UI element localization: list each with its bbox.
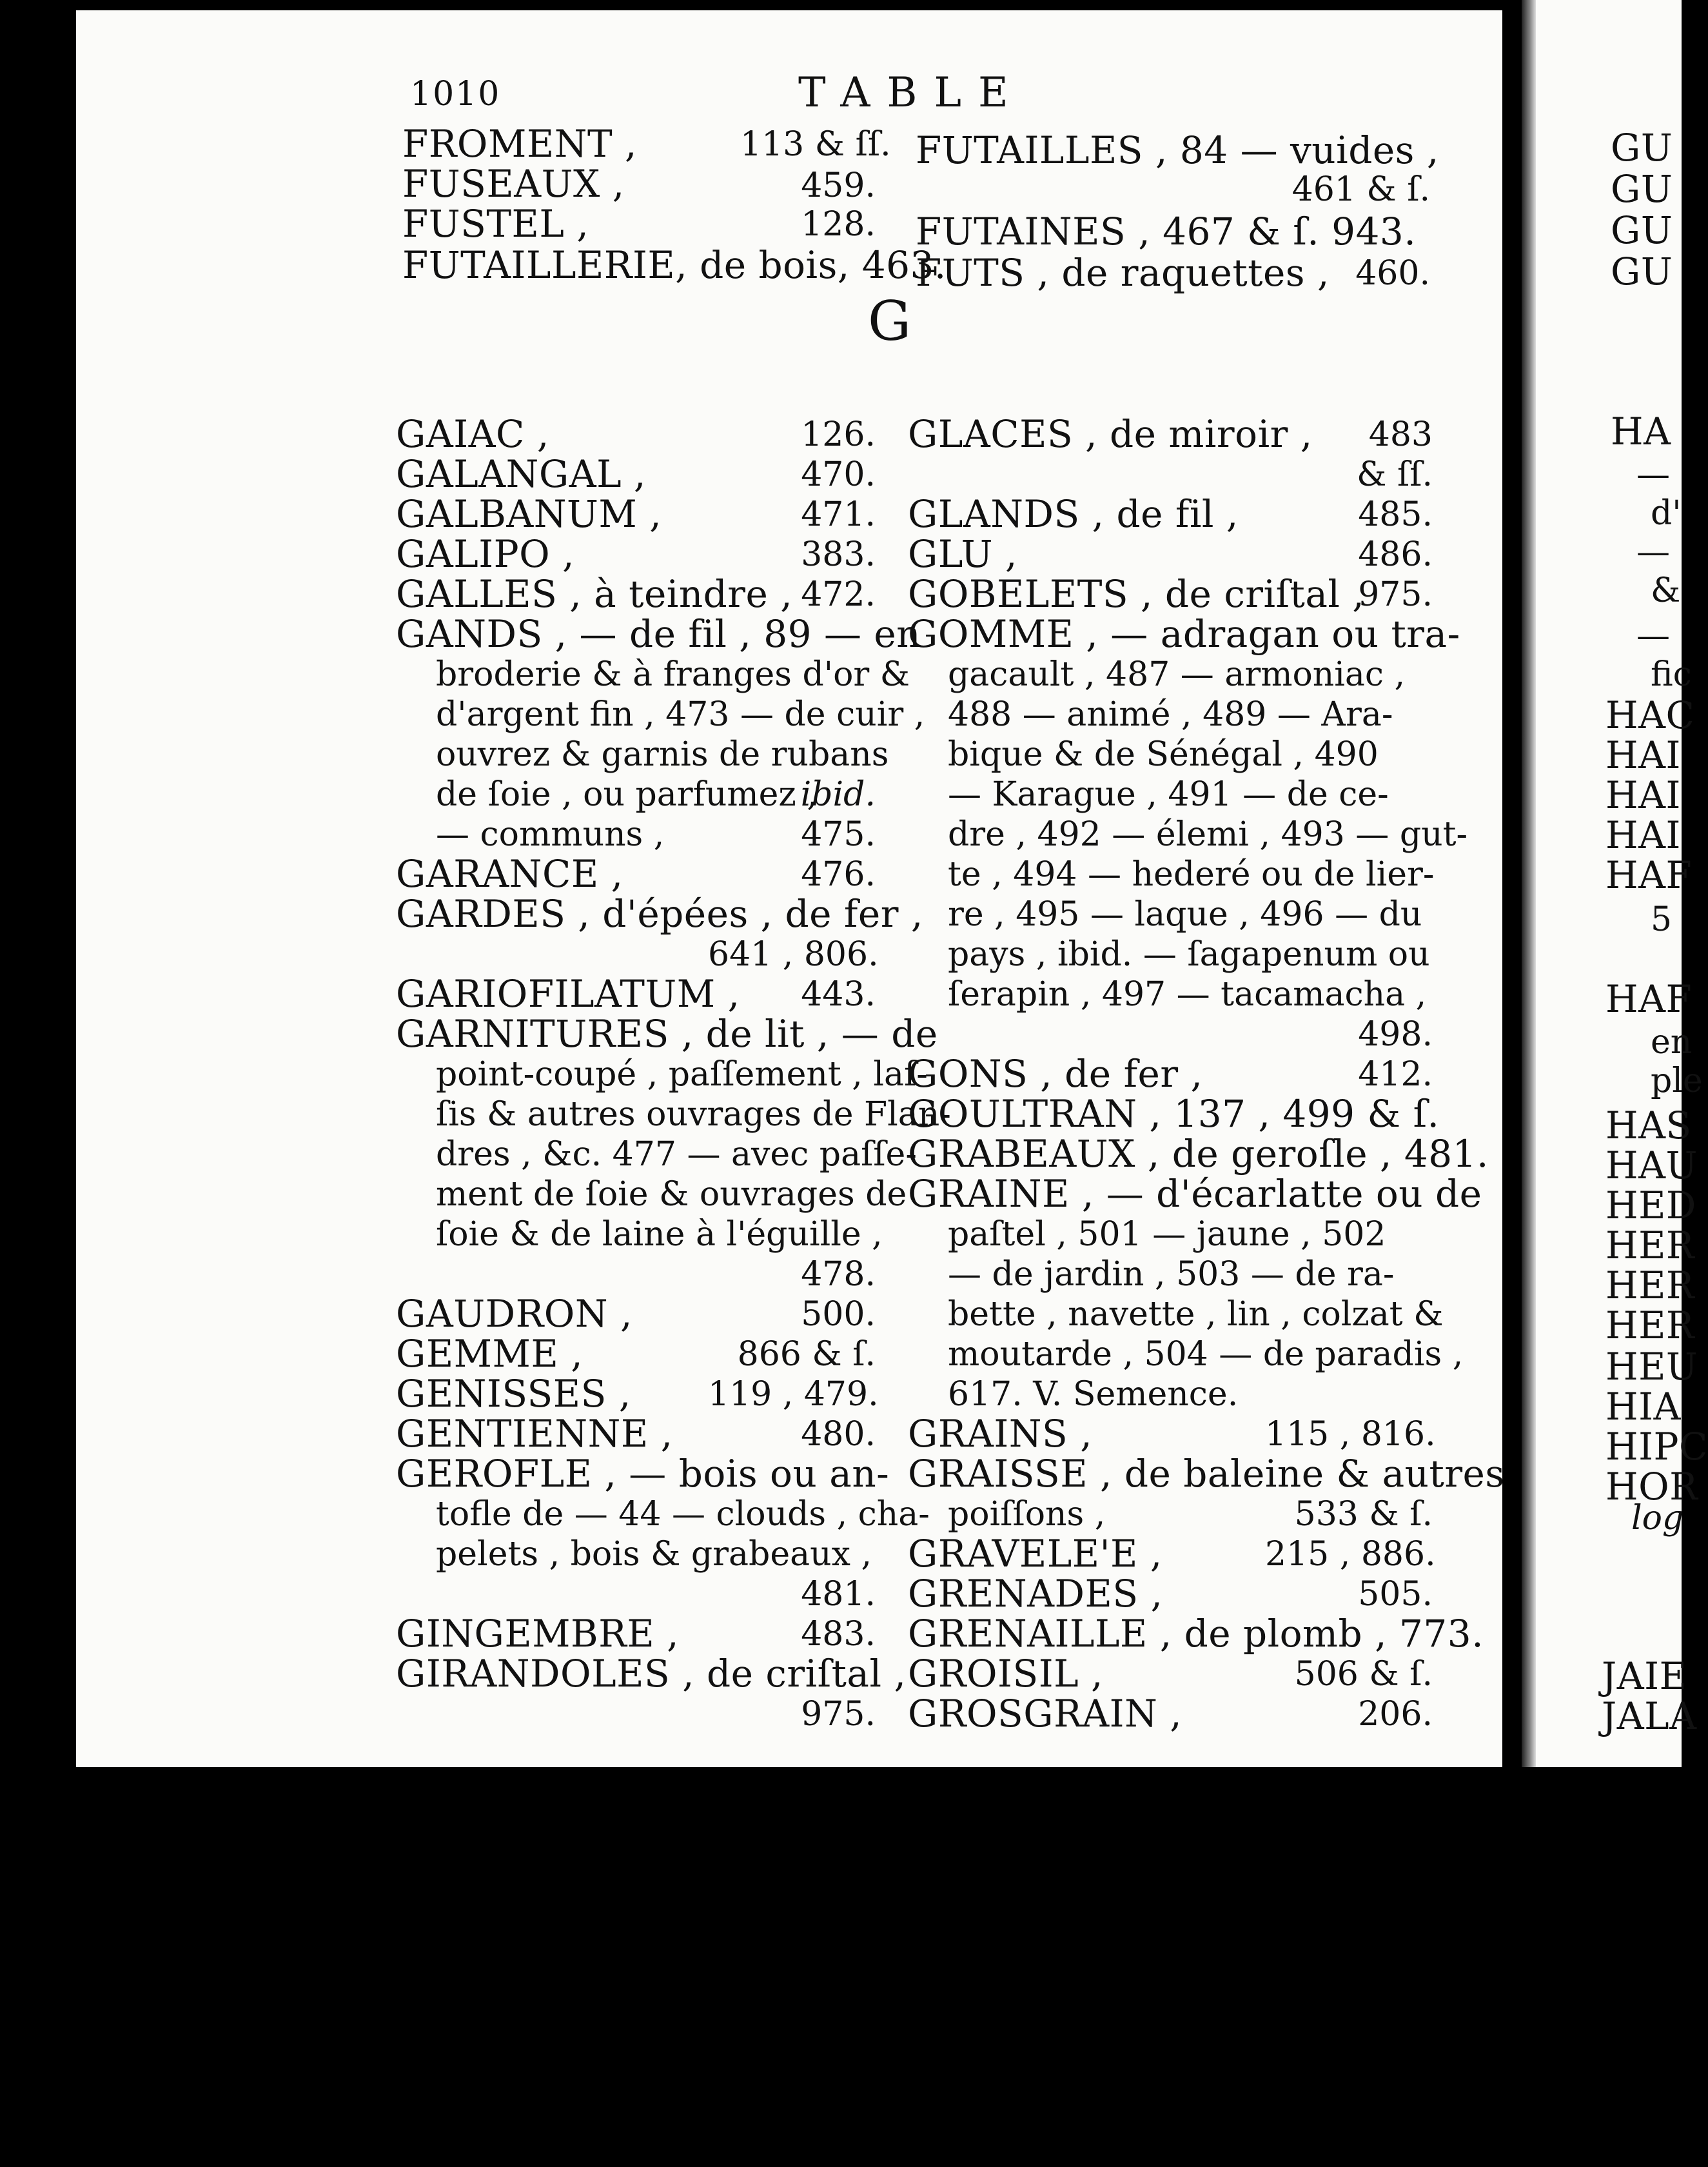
page-ref: 115 , 816. <box>1265 1415 1436 1454</box>
page-ref: 126. <box>801 415 876 454</box>
adjacent-fragment: HAI <box>1605 813 1681 857</box>
index-subentry: 488 — animé , 489 — Ara- <box>948 695 1393 734</box>
adjacent-fragment: — <box>1636 455 1670 494</box>
index-subentry: — Karague , 491 — de ce- <box>948 775 1389 814</box>
page-ref: 498. <box>1358 1015 1433 1054</box>
page-ref: 461 & ſ. <box>1291 170 1430 209</box>
adjacent-fragment: log <box>1631 1499 1684 1538</box>
index-term: GENISSES , <box>396 1372 631 1416</box>
adjacent-fragment: HER <box>1605 1303 1695 1347</box>
adjacent-page <box>1522 0 1708 1796</box>
index-subentry: pelets , bois & grabeaux , <box>436 1535 872 1574</box>
adjacent-fragment: HAI <box>1605 733 1681 777</box>
index-term: GOULTRAN , 137 , 499 & ſ. <box>908 1092 1440 1136</box>
page-ref: 472. <box>801 575 876 614</box>
index-subentry: paſtel , 501 — jaune , 502 <box>948 1215 1386 1254</box>
index-term: GALLES , à teindre , <box>396 572 793 616</box>
index-subentry: point-coupé , paſſement , laſ- <box>436 1055 928 1094</box>
adjacent-fragment: HER <box>1605 1263 1695 1307</box>
index-term: GARANCE , <box>396 852 623 896</box>
page-ref: 486. <box>1358 535 1433 574</box>
adjacent-fragment: GU <box>1611 167 1673 211</box>
index-term: FUSEAUX , <box>402 162 625 206</box>
adjacent-fragment: HAF <box>1605 853 1693 897</box>
index-subentry: dres , &c. 477 — avec paſſe- <box>436 1135 917 1174</box>
index-term: GRABEAUX , de geroſle , 481. <box>908 1132 1489 1176</box>
running-title: TABLE <box>798 69 1025 117</box>
index-term: GINGEMBRE , <box>396 1612 680 1656</box>
index-term: GARIOFILATUM , <box>396 972 740 1016</box>
page-ref: 533 & ſ. <box>1294 1495 1433 1534</box>
index-subentry: ſis & autres ouvrages de Flan- <box>436 1095 951 1134</box>
adjacent-fragment: 5 <box>1651 900 1673 939</box>
adjacent-fragment: HAC <box>1605 693 1695 737</box>
adjacent-fragment: HED <box>1605 1183 1696 1227</box>
index-term: FROMENT , <box>402 122 637 166</box>
adjacent-fragment: — <box>1636 533 1670 571</box>
section-letter: G <box>868 290 912 353</box>
scan-background <box>0 1767 1682 2167</box>
adjacent-fragment: & <box>1651 571 1681 610</box>
page-ref: 412. <box>1358 1055 1433 1094</box>
index-term: GLACES , de miroir , <box>908 412 1313 456</box>
index-term: GALANGAL , <box>396 452 646 496</box>
page-ref: 481. <box>801 1575 876 1614</box>
page-ref: 471. <box>801 495 876 534</box>
index-subentry: tofle de — 44 — clouds , cha- <box>436 1495 930 1534</box>
page-ref: 505. <box>1358 1575 1433 1614</box>
adjacent-fragment: en <box>1651 1023 1693 1062</box>
adjacent-fragment: HIA <box>1605 1385 1681 1429</box>
index-subentry: gacault , 487 — armoniac , <box>948 655 1406 694</box>
index-term: GENTIENNE , <box>396 1412 673 1456</box>
index-subentry: bique & de Sénégal , 490 <box>948 735 1379 774</box>
page-ref: 975. <box>801 1695 876 1734</box>
index-subentry: — communs , <box>436 815 665 854</box>
adjacent-fragment: JAIE <box>1602 1654 1687 1698</box>
index-term: GARNITURES , de lit , — de <box>396 1012 938 1056</box>
index-subentry: pays , ibid. — ſagapenum ou <box>948 935 1430 974</box>
book-spine <box>1522 0 1536 1796</box>
page-ref: & ſſ. <box>1357 455 1433 494</box>
index-term: GROSGRAIN , <box>908 1692 1183 1736</box>
index-subentry: moutarde , 504 — de paradis , <box>948 1335 1464 1374</box>
adjacent-fragment: — <box>1636 617 1670 655</box>
index-term: GOBELETS , de criſtal , <box>908 572 1365 616</box>
index-term: GRENADES , <box>908 1572 1163 1616</box>
index-term: GRENAILLE , de plomb , 773. <box>908 1612 1484 1656</box>
index-subentry: 617. V. Semence. <box>948 1375 1239 1414</box>
index-subentry: de ſoie , ou parfumez , <box>436 775 818 814</box>
page-ref: 641 , 806. <box>708 935 879 974</box>
index-term: GARDES , d'épées , de fer , <box>396 892 923 936</box>
index-subentry: bette , navette , lin , colzat & <box>948 1295 1444 1334</box>
index-term: GAIAC , <box>396 412 549 456</box>
index-subentry: ment de ſoie & ouvrages de <box>436 1175 907 1214</box>
page-ref: 470. <box>801 455 876 494</box>
index-term: GRAVELE'E , <box>908 1532 1163 1576</box>
page-ref: 485. <box>1358 495 1433 534</box>
adjacent-fragment: JALA <box>1602 1694 1697 1738</box>
index-term: GOMME , — adragan ou tra- <box>908 612 1460 656</box>
adjacent-fragment: HAF <box>1605 977 1693 1021</box>
page-ref: 483. <box>801 1615 876 1654</box>
index-subentry: poiſſons , <box>948 1495 1106 1534</box>
adjacent-fragment: HER <box>1605 1223 1695 1267</box>
index-subentry: dre , 492 — élemi , 493 — gut- <box>948 815 1468 854</box>
page-ref: 459. <box>801 166 876 205</box>
page-ref: 443. <box>801 975 876 1014</box>
page-ref: 506 & ſ. <box>1294 1655 1433 1694</box>
adjacent-fragment: HOR <box>1605 1465 1698 1509</box>
page-ref: 478. <box>801 1255 876 1294</box>
document-page <box>76 10 1505 1792</box>
page-ref: 975. <box>1358 575 1433 614</box>
index-term: GALBANUM , <box>396 492 662 536</box>
page-number: 1010 <box>410 75 501 114</box>
index-term: GLANDS , de fil , <box>908 492 1239 536</box>
index-term: GIRANDOLES , de criſtal , <box>396 1652 907 1696</box>
page-ref: 113 & ſſ. <box>740 125 891 164</box>
adjacent-fragment: ple <box>1651 1062 1703 1100</box>
page-ref: 866 & ſ. <box>737 1335 876 1374</box>
page-ref: 119 , 479. <box>708 1375 879 1414</box>
adjacent-fragment: HIPC <box>1605 1425 1708 1469</box>
adjacent-fragment: HAS <box>1605 1103 1692 1147</box>
index-term: GRAISSE , de baleine & autres <box>908 1452 1505 1496</box>
adjacent-fragment: HEU <box>1605 1345 1698 1389</box>
index-term: GONS , de fer , <box>908 1052 1203 1096</box>
index-term: GEMME , <box>396 1332 584 1376</box>
index-term: GEROFLE , — bois ou an- <box>396 1452 890 1496</box>
index-term: GAUDRON , <box>396 1292 633 1336</box>
index-term: GRAINE , — d'écarlatte ou de <box>908 1172 1482 1216</box>
adjacent-fragment: HAU <box>1605 1143 1698 1187</box>
index-term: GALIPO , <box>396 532 575 576</box>
page-ref: 480. <box>801 1415 876 1454</box>
index-term: GLU , <box>908 532 1017 576</box>
adjacent-fragment: GU <box>1611 208 1673 252</box>
index-term: FUSTEL , <box>402 202 589 246</box>
page-ref: 383. <box>801 535 876 574</box>
page-ref: 483 <box>1368 415 1433 454</box>
page-ref: 500. <box>801 1295 876 1334</box>
index-subentry: broderie & à franges d'or & <box>436 655 910 694</box>
index-subentry: d'argent fin , 473 — de cuir , <box>436 695 925 734</box>
index-subentry: re , 495 — laque , 496 — du <box>948 895 1422 934</box>
adjacent-fragment: fic <box>1651 655 1692 694</box>
page-ref: 206. <box>1358 1695 1433 1734</box>
adjacent-fragment: d' <box>1651 494 1682 533</box>
index-subentry: ſoie & de laine à l'éguille , <box>436 1215 883 1254</box>
index-subentry: ſerapin , 497 — tacamacha , <box>948 975 1427 1014</box>
index-term: GANDS , — de fil , 89 — en <box>396 612 921 656</box>
page-ref: 215 , 886. <box>1265 1535 1436 1574</box>
index-term: GRAINS , <box>908 1412 1093 1456</box>
adjacent-fragment: GU <box>1611 250 1673 293</box>
page-ref: 460. <box>1355 254 1430 293</box>
adjacent-fragment: HA <box>1611 410 1671 453</box>
page-ref: 128. <box>801 205 876 244</box>
adjacent-fragment: HAI <box>1605 773 1681 817</box>
index-term: FUTS , de raquettes , <box>916 251 1330 295</box>
index-subentry: — de jardin , 503 — de ra- <box>948 1255 1395 1294</box>
page-ref: 476. <box>801 855 876 894</box>
index-subentry: te , 494 — hederé ou de lier- <box>948 855 1435 894</box>
page-ref: ibid. <box>800 775 876 814</box>
index-subentry: ouvrez & garnis de rubans <box>436 735 889 774</box>
page-ref: 475. <box>801 815 876 854</box>
adjacent-fragment: GU <box>1611 126 1673 170</box>
index-term: FUTAILLERIE, de bois, 463. <box>402 243 947 287</box>
index-term: GROISIL , <box>908 1652 1103 1696</box>
index-term: FUTAINES , 467 & ſ. 943. <box>916 210 1417 253</box>
index-term: FUTAILLES , 84 — vuides , <box>916 128 1439 172</box>
